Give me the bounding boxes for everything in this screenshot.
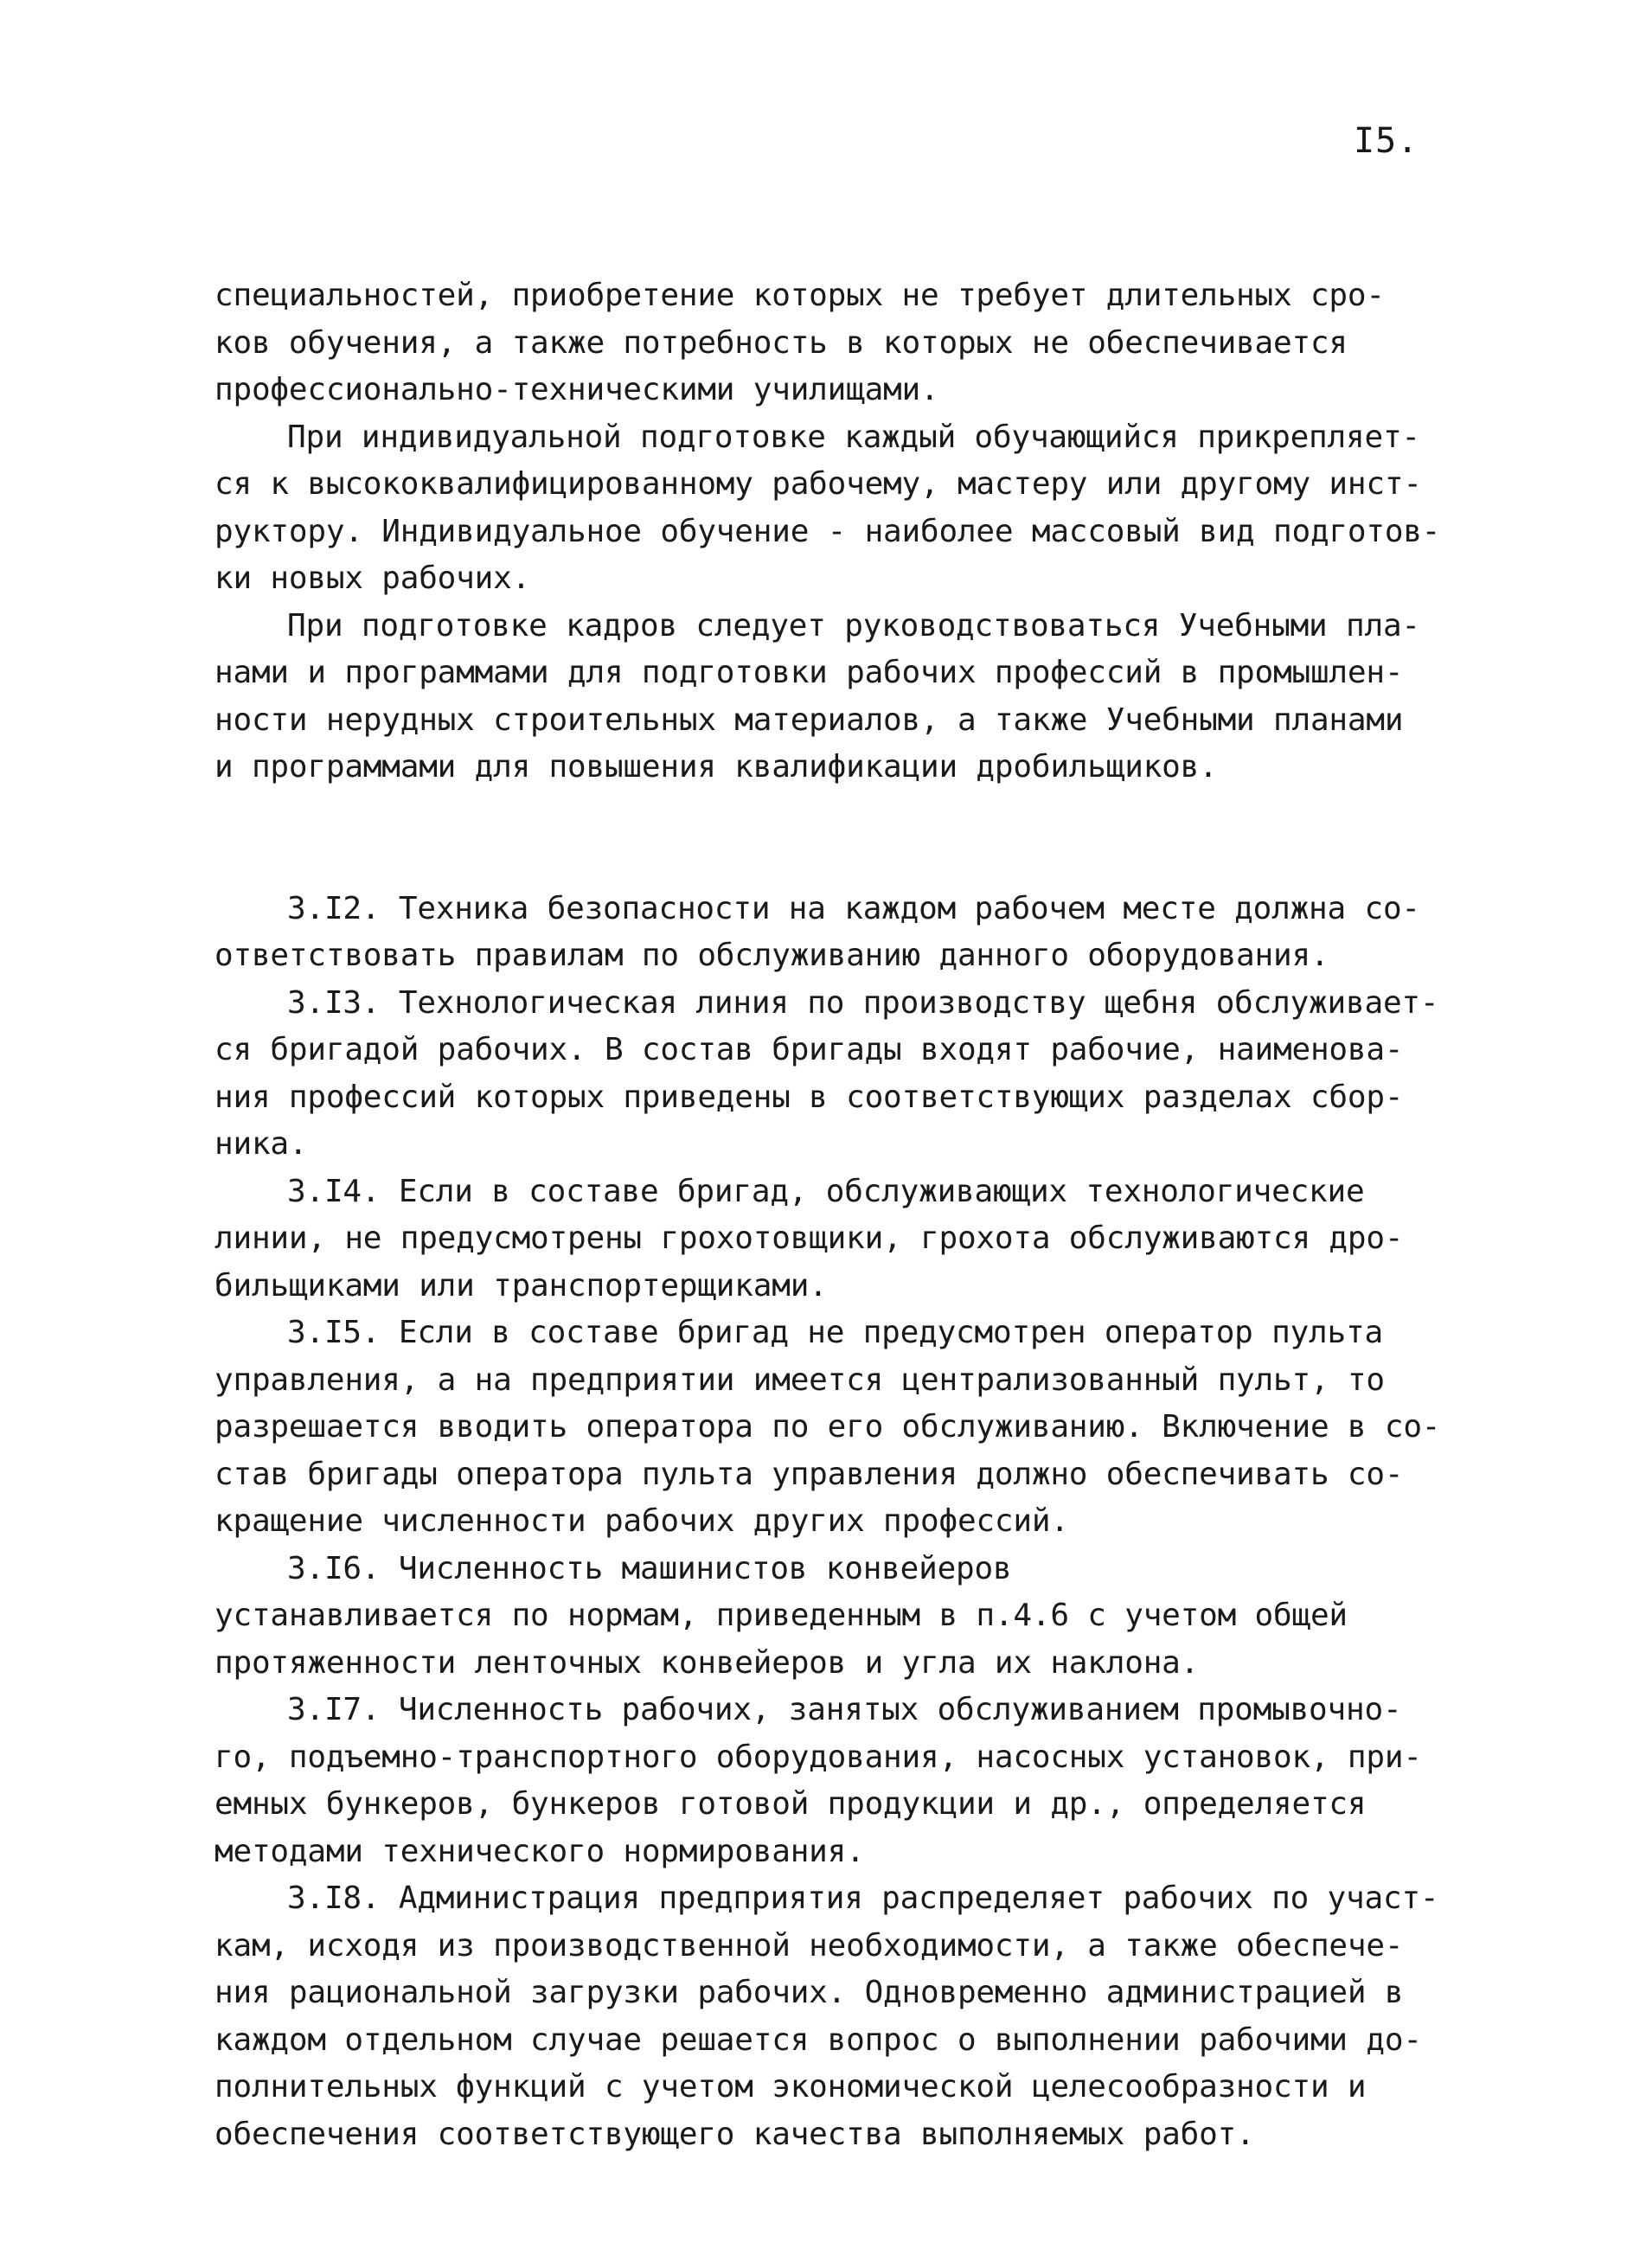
- paragraph-gap: [215, 791, 1460, 886]
- text-line: каждом отдельном случае решается вопрос о выполнении рабочими до-: [215, 2021, 1422, 2058]
- text-line: устанавливается по нормам, приведенным в п.4.6 с учетом общей: [215, 1598, 1348, 1633]
- text-line: ности нерудных строительных материалов, а также Учебными планами: [215, 702, 1404, 738]
- text-line: протяженности ленточных конвейеров и угла их наклона.: [215, 1644, 1200, 1681]
- text-line: ся бригадой рабочих. В состав бригады входят рабочие, наименова-: [215, 1032, 1404, 1067]
- section-3-14: [215, 1169, 1460, 1310]
- text-line: разрешается вводить оператора по его обслуживанию. Включение в со-: [215, 1409, 1441, 1445]
- text-line: став бригады оператора пульта управления должно обеспечивать со-: [215, 1456, 1404, 1492]
- text-line: При индивидуальной подготовке каждый обучающийся прикрепляет-: [287, 419, 1420, 455]
- section-3-13: [215, 980, 1460, 1169]
- text-line: управления, а на предприятии имеется централизованный пульт, то: [215, 1361, 1385, 1398]
- text-line: бильщиками или транспортерщиками.: [215, 1267, 828, 1304]
- text-line: 3.I3. Технологическая линия по производству щебня обслуживает-: [287, 984, 1439, 1021]
- text-line: полнительных функций с учетом экономической целесообразности и: [215, 2069, 1367, 2105]
- text-line: 3.I6. Численность машинистов конвейеров: [287, 1550, 1012, 1586]
- section-3-12: [215, 886, 1460, 980]
- text-line: емных бункеров, бункеров готовой продукции и др., определяется: [215, 1786, 1367, 1822]
- text-line: 3.I5. Если в составе бригад не предусмотрен оператор пульта: [287, 1315, 1383, 1350]
- page-number: I5.: [1354, 121, 1419, 161]
- text-line: го, подъемно-транспортного оборудования, насосных установок, при-: [215, 1739, 1422, 1775]
- text-line: нами и программами для подготовки рабочих профессий в промышлен-: [215, 655, 1404, 690]
- section-3-15: [215, 1310, 1460, 1546]
- text-line: профессионально-техническими училищами.: [215, 372, 939, 407]
- text-line: линии, не предусмотрены грохотовщики, грохота обслуживаются дро-: [215, 1220, 1404, 1256]
- text-line: 3.I8. Администрация предприятия распределяет рабочих по участ-: [287, 1880, 1439, 1916]
- text-line: ся к высококвалифицированному рабочему, мастеру или другому инст-: [215, 466, 1422, 502]
- text-line: ки новых рабочих.: [215, 561, 531, 596]
- paragraph-curricula: [215, 603, 1460, 791]
- text-line: руктору. Индивидуальное обучение - наиболее массовый вид подготов-: [215, 513, 1441, 549]
- text-line: ника.: [215, 1126, 308, 1162]
- text-line: ния рациональной загрузки рабочих. Одновременно администрацией в: [215, 1975, 1404, 2010]
- text-line: 3.I2. Техника безопасности на каждом рабочем месте должна со-: [287, 890, 1420, 926]
- text-line: специальностей, приобретение которых не требует длительных сро-: [215, 278, 1385, 313]
- text-line: кам, исходя из производственной необходимости, а также обеспече-: [215, 1927, 1404, 1964]
- section-3-17: [215, 1687, 1460, 1875]
- text-line: При подготовке кадров следует руководствоваться Учебными пла-: [287, 607, 1420, 644]
- text-line: ответствовать правилам по обслуживанию данного оборудования.: [215, 938, 1329, 973]
- text-line: ков обучения, а также потребность в которых не обеспечивается: [215, 324, 1348, 361]
- paragraph-individual-training: [215, 414, 1460, 603]
- text-line: обеспечения соответствующего качества выполняемых работ.: [215, 2116, 1255, 2152]
- text-line: 3.I7. Численность рабочих, занятых обслуживанием промывочно-: [287, 1692, 1402, 1727]
- section-3-16: [215, 1546, 1460, 1688]
- text-line: кращение численности рабочих других профессий.: [215, 1503, 1069, 1539]
- text-line: 3.I4. Если в составе бригад, обслуживающих технологические: [287, 1173, 1365, 1209]
- paragraph-specialties: [215, 272, 1460, 414]
- text-line: методами технического нормирования.: [215, 1833, 865, 1869]
- text-line: ния профессий которых приведены в соответствующих разделах сбор-: [215, 1079, 1404, 1115]
- page-body: [215, 272, 1460, 2158]
- section-3-18: [215, 1875, 1460, 2158]
- text-line: и программами для повышения квалификации дробильщиков.: [215, 749, 1218, 785]
